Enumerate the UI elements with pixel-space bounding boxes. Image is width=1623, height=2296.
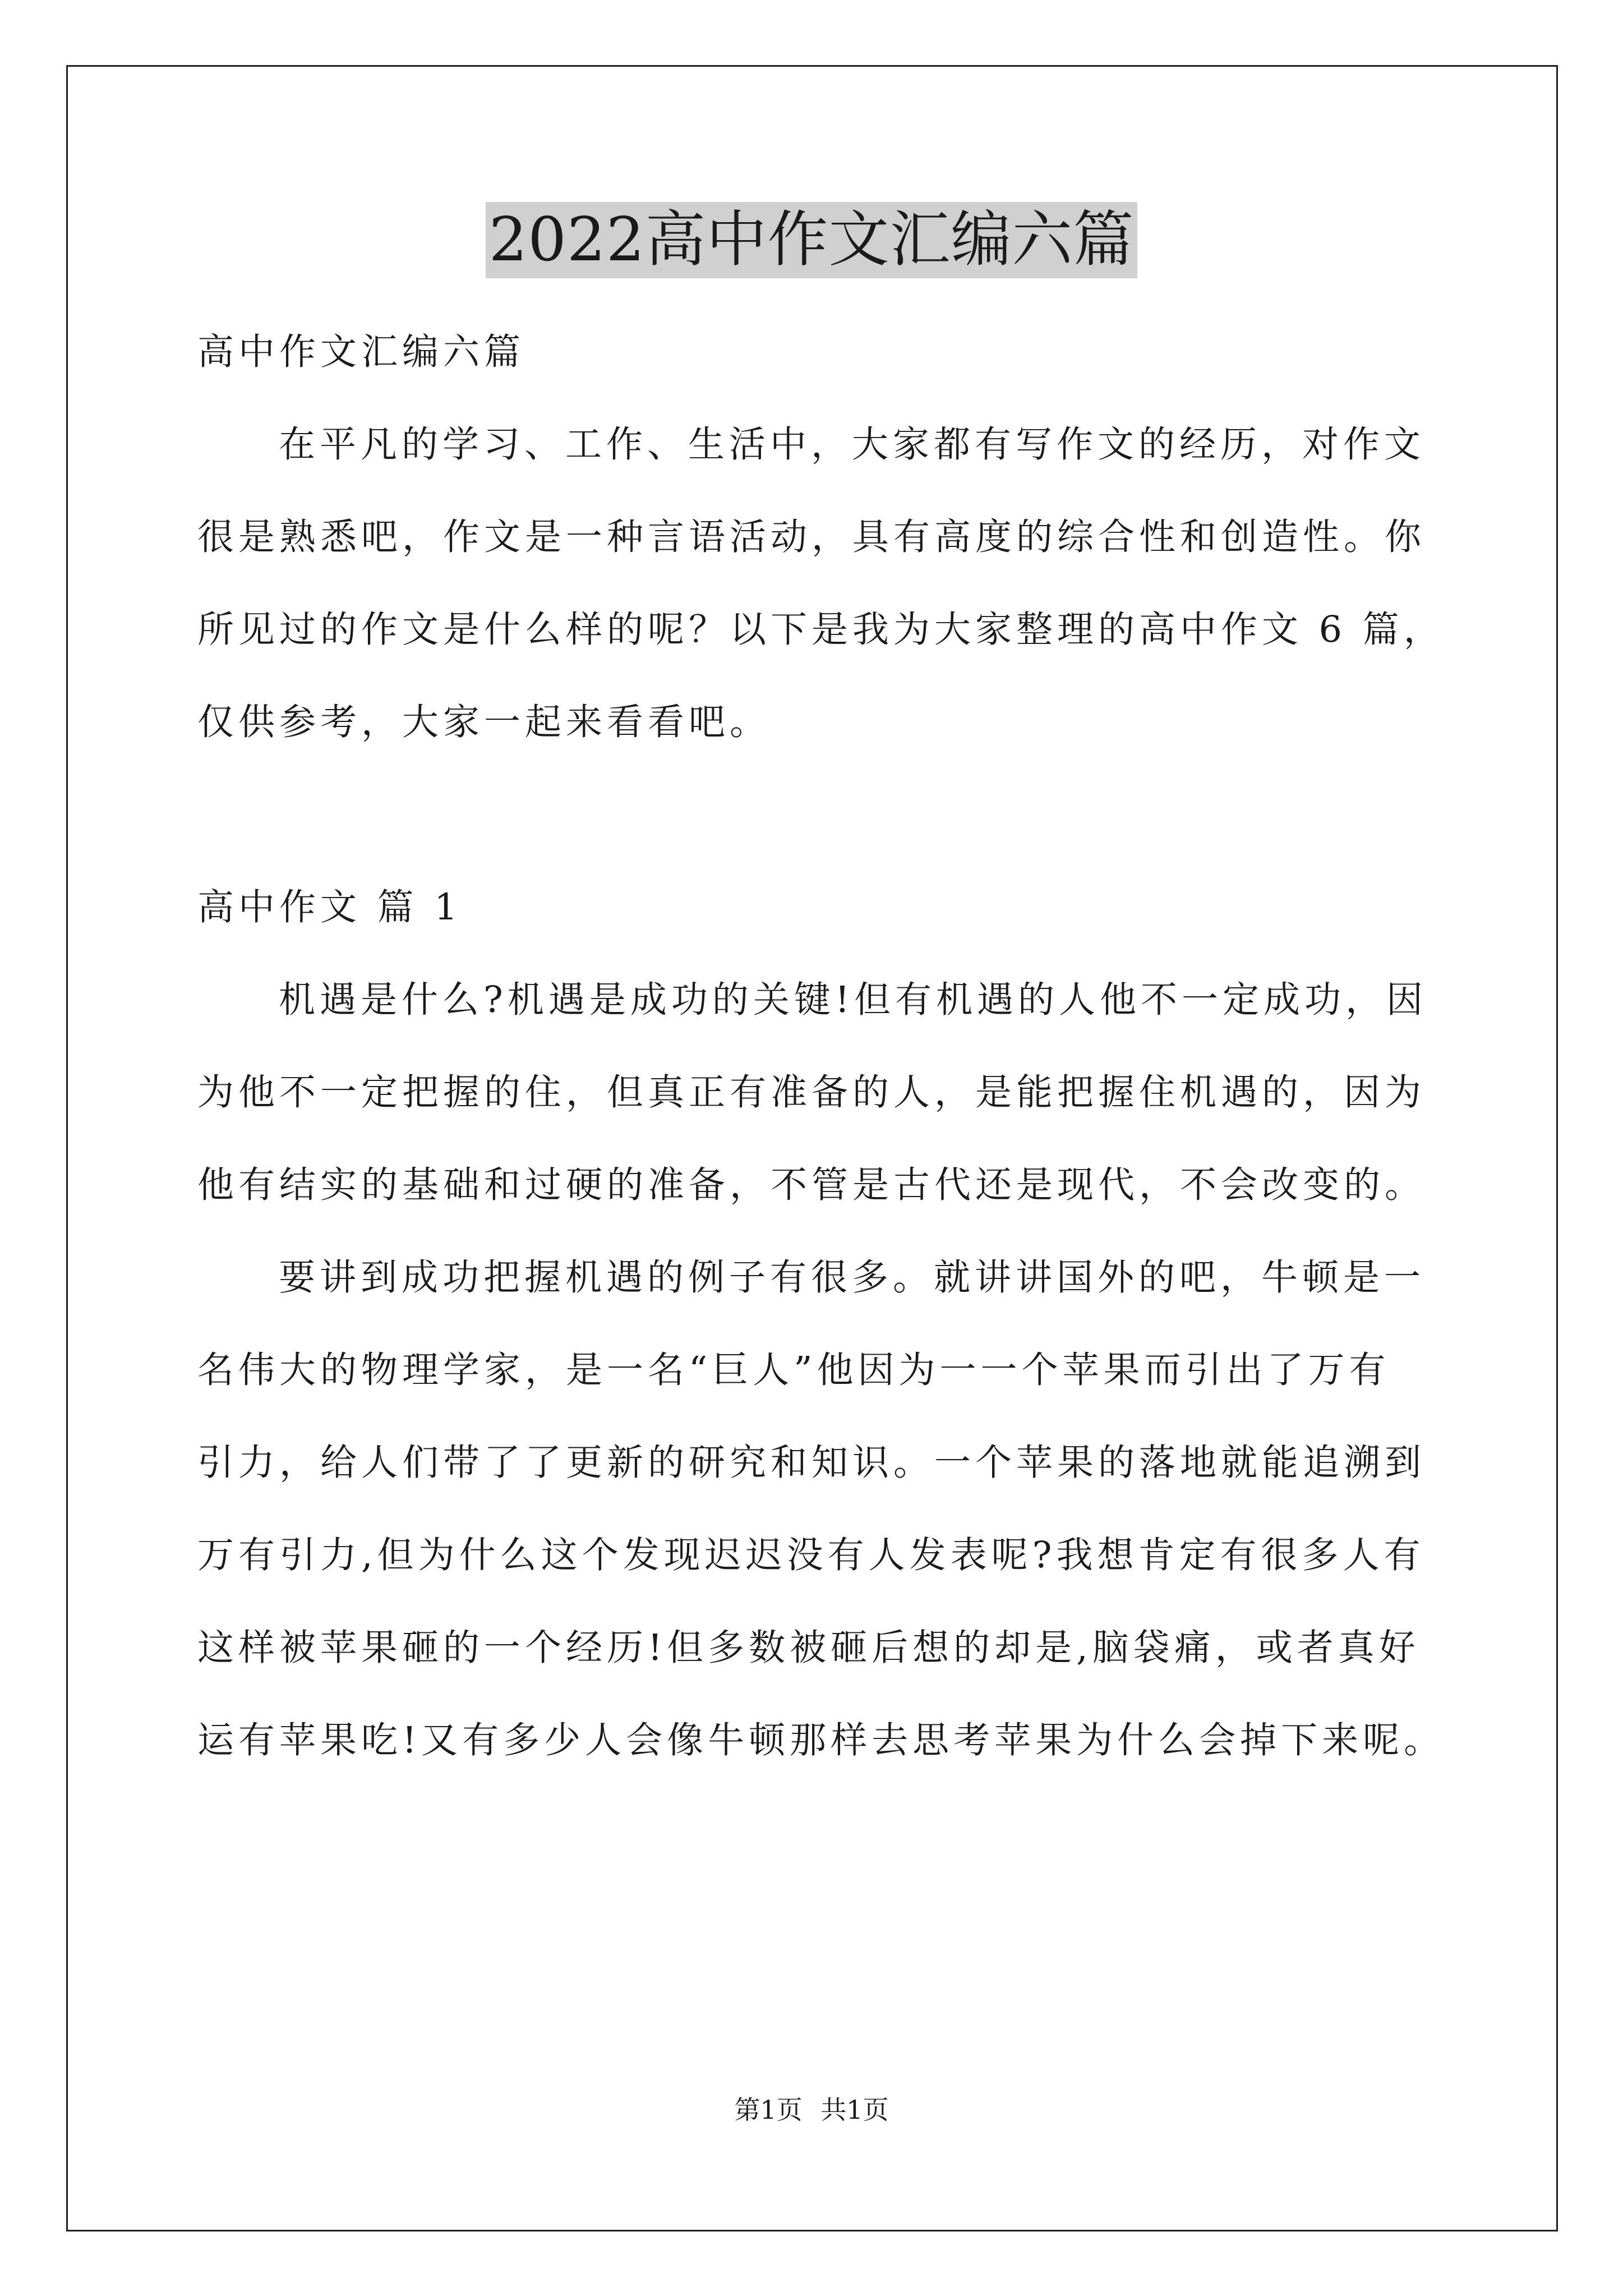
- spacer: [197, 769, 1431, 861]
- paragraph-line: 他有结实的基础和过硬的准备，不管是古代还是现代，不会改变的。: [197, 1164, 1426, 1206]
- intro-line: 很是熟悉吧，作文是一种言语活动，具有高度的综合性和创造性。你: [197, 516, 1426, 558]
- intro-line: 在平凡的学习、工作、生活中，大家都有写作文的经历，对作文: [279, 424, 1426, 466]
- paragraph-line: 机遇是什么?机遇是成功的关键!但有机遇的人他不一定成功，因: [279, 979, 1427, 1021]
- title-container: [0, 202, 1623, 278]
- intro-line: 所见过的作文是什么样的呢？以下是我为大家整理的高中作文 6 篇，: [197, 609, 1445, 651]
- document-title: 2022高中作文汇编六篇: [486, 202, 1138, 278]
- paragraph-line: 名伟大的物理学家，是一名“巨人”他因为一一个苹果而引出了万有: [197, 1349, 1390, 1391]
- paragraph-line: 为他不一定把握的住，但真正有准备的人，是能把握住机遇的，因为: [197, 1071, 1426, 1114]
- paragraph-line: 万有引力,但为什么这个发现迟迟没有人发表呢?我想肯定有很多人有: [197, 1534, 1425, 1576]
- paragraph-line: 要讲到成功把握机遇的例子有很多。就讲讲国外的吧，牛顿是一: [279, 1257, 1426, 1299]
- paragraph-line: 运有苹果吃!又有多少人会像牛顿那样去思考苹果为什么会掉下来呢。: [197, 1719, 1445, 1761]
- paragraph-line: 引力，给人们带了了更新的研究和知识。一个苹果的落地就能追溯到: [197, 1442, 1426, 1484]
- document-subtitle: 高中作文汇编六篇: [197, 331, 525, 373]
- section-heading: 高中作文 篇 1: [197, 886, 462, 928]
- intro-line: 仅供参考，大家一起来看看吧。: [197, 701, 771, 743]
- document-body: [197, 306, 1445, 1787]
- page-footer: 第1页 共1页: [734, 2095, 889, 2125]
- paragraph-line: 这样被苹果砸的一个经历!但多数被砸后想的却是,脑袋痛，或者真好: [197, 1627, 1420, 1669]
